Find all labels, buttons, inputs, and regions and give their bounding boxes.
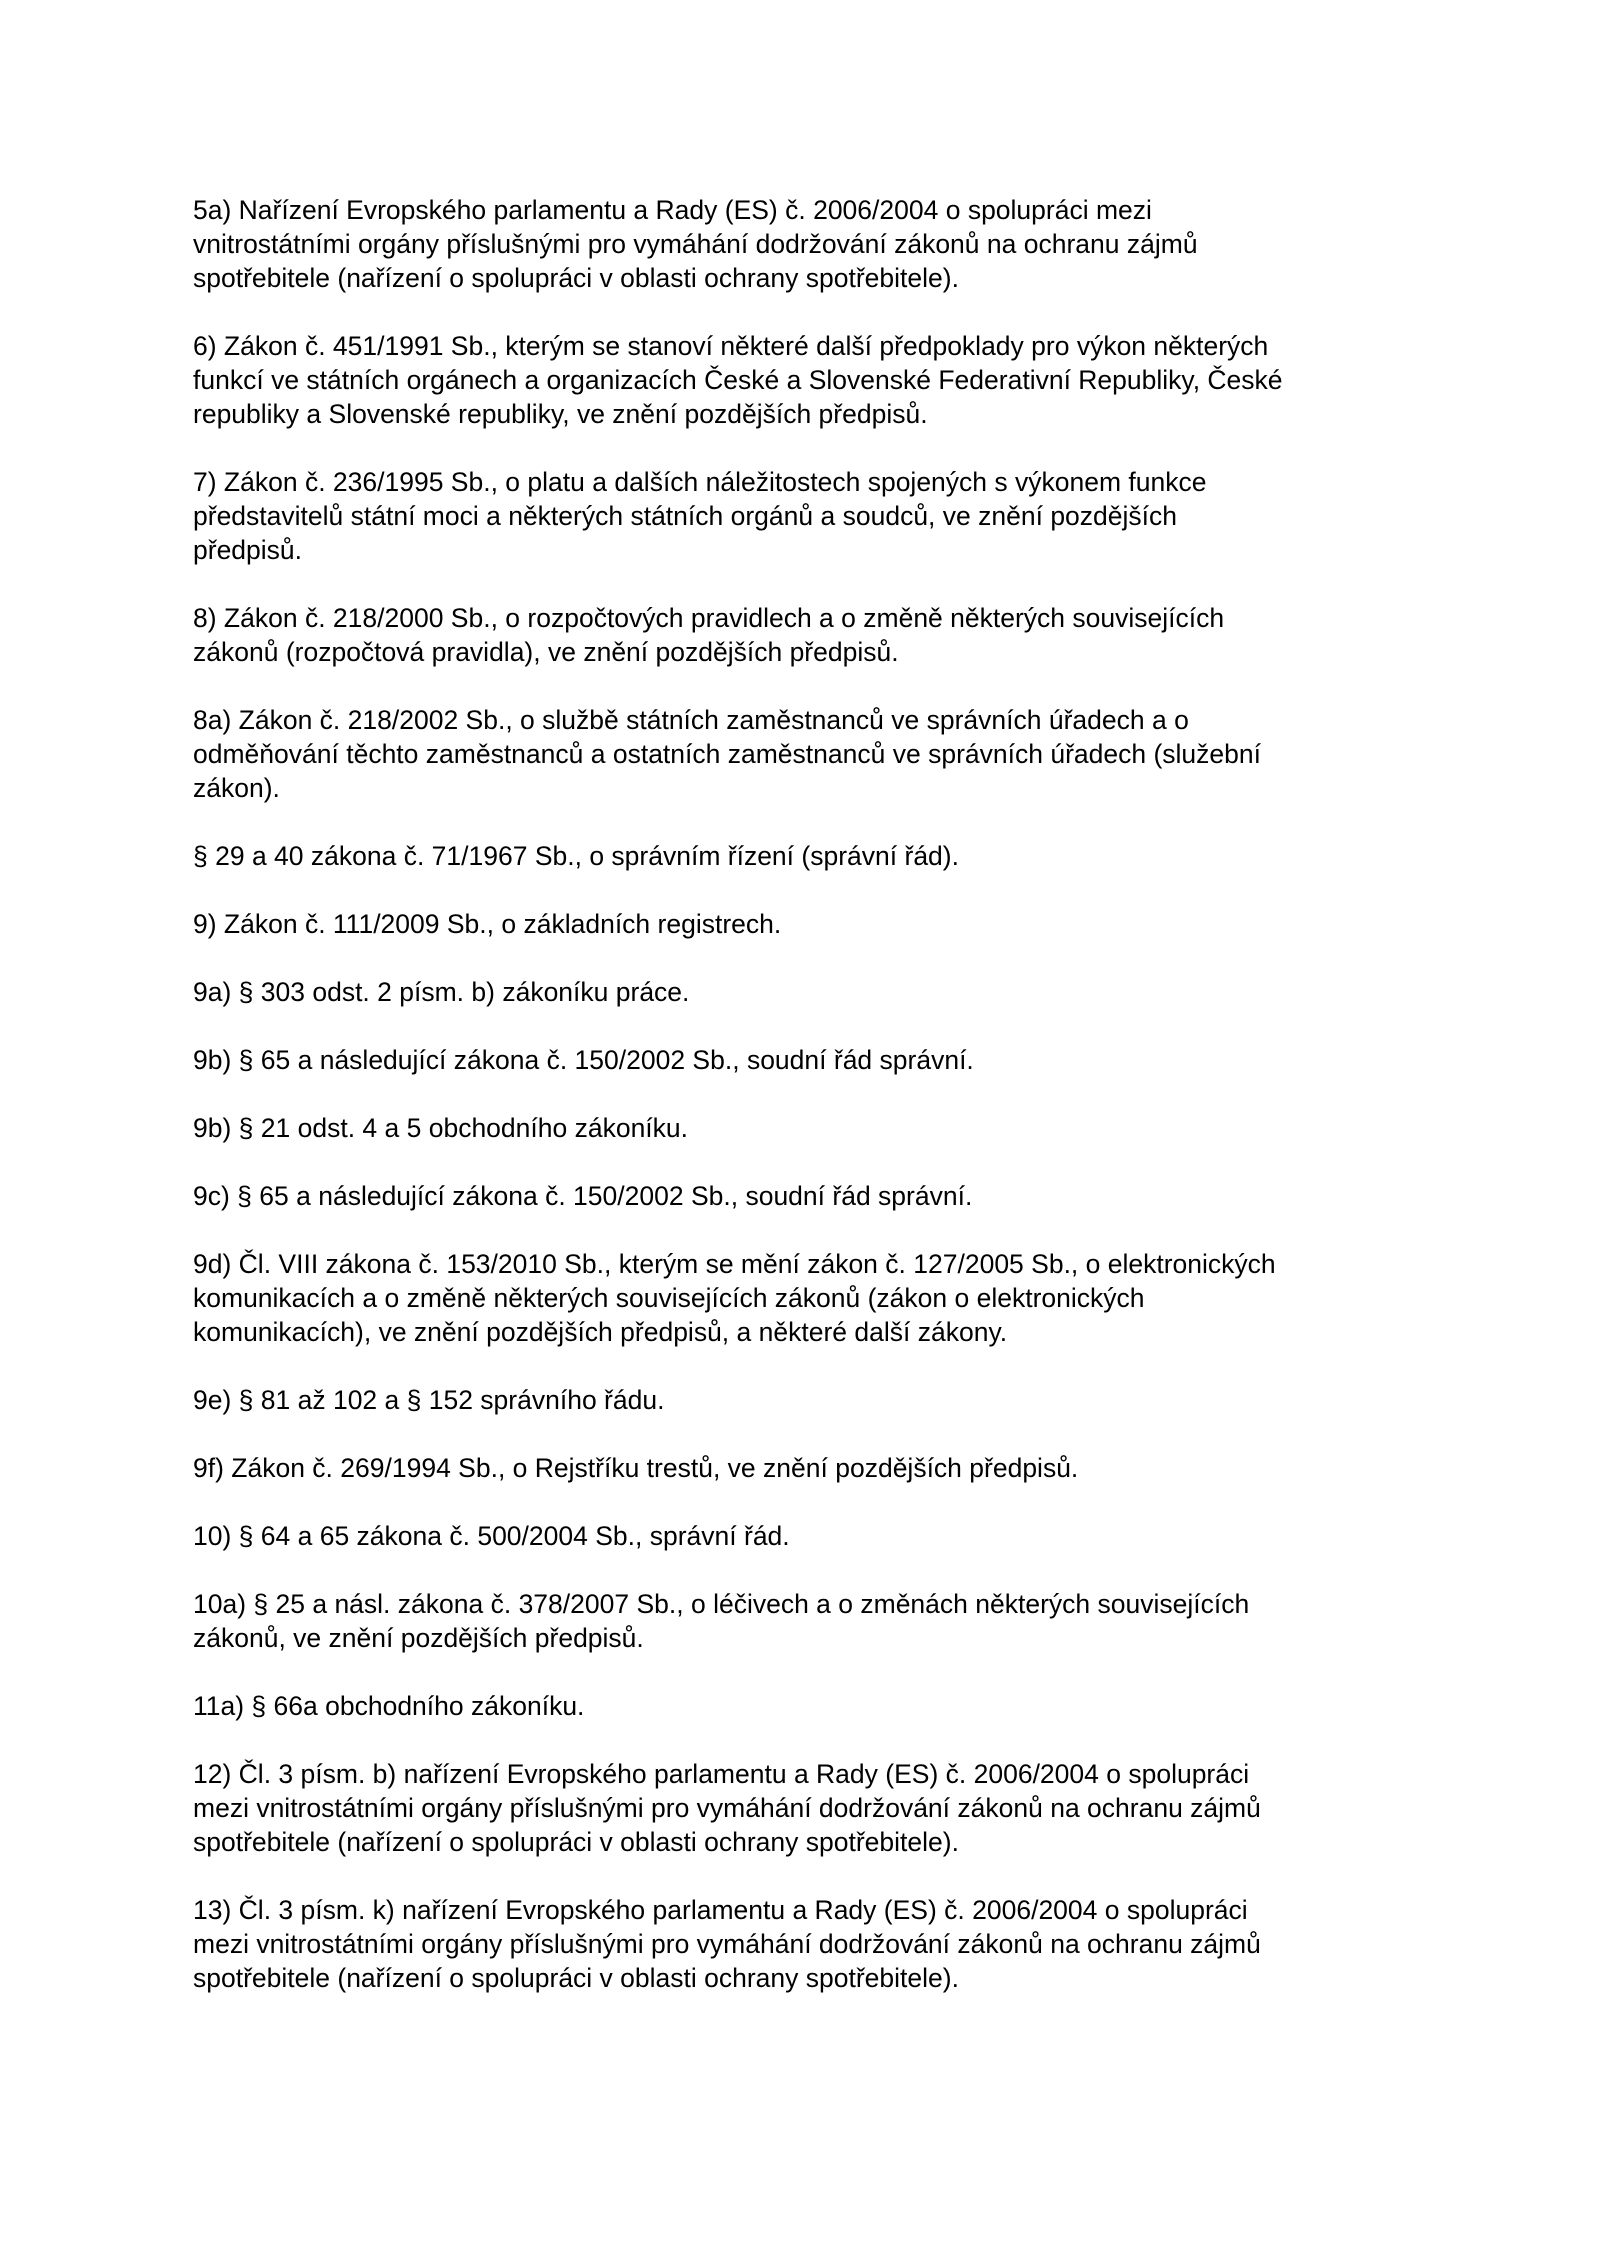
- footnote-line: zákonů, ve znění pozdějších předpisů.: [193, 1623, 644, 1653]
- footnote-line: 6) Zákon č. 451/1991 Sb., kterým se stanoví některé další předpoklady pro výkon některých: [193, 331, 1269, 361]
- footnote-8: [193, 601, 1453, 669]
- footnote-9: [193, 907, 1453, 941]
- footnote-line: 9a) § 303 odst. 2 písm. b) zákoníku práce.: [193, 977, 690, 1007]
- footnote-9e: [193, 1383, 1453, 1417]
- footnote-line: spotřebitele (nařízení o spolupráci v oblasti ochrany spotřebitele).: [193, 1963, 959, 1993]
- footnote-line: komunikacích a o změně některých souvisejících zákonů (zákon o elektronických: [193, 1283, 1145, 1313]
- footnote-line: spotřebitele (nařízení o spolupráci v oblasti ochrany spotřebitele).: [193, 263, 959, 293]
- footnote-line: 13) Čl. 3 písm. k) nařízení Evropského parlamentu a Rady (ES) č. 2006/2004 o spolupráci: [193, 1895, 1248, 1925]
- footnote-13: [193, 1893, 1453, 1995]
- footnote-8a: [193, 703, 1453, 805]
- footnote-line: spotřebitele (nařízení o spolupráci v oblasti ochrany spotřebitele).: [193, 1827, 959, 1857]
- footnote-line: 12) Čl. 3 písm. b) nařízení Evropského parlamentu a Rady (ES) č. 2006/2004 o spolupráci: [193, 1759, 1250, 1789]
- footnote-9f: [193, 1451, 1453, 1485]
- footnote-line: 8) Zákon č. 218/2000 Sb., o rozpočtových pravidlech a o změně některých souvisejících: [193, 603, 1225, 633]
- footnote-line: 9e) § 81 až 102 a § 152 správního řádu.: [193, 1385, 665, 1415]
- footnote-9a: [193, 975, 1453, 1009]
- footnote-line: 9) Zákon č. 111/2009 Sb., o základních registrech.: [193, 909, 782, 939]
- footnote-line: mezi vnitrostátními orgány příslušnými pro vymáhání dodržování zákonů na ochranu zájmů: [193, 1929, 1261, 1959]
- footnote-line: 9d) Čl. VIII zákona č. 153/2010 Sb., kterým se mění zákon č. 127/2005 Sb., o elektronických: [193, 1249, 1276, 1279]
- document-page: [193, 193, 1453, 2029]
- footnote-line: odměňování těchto zaměstnanců a ostatních zaměstnanců ve správních úřadech (služební: [193, 739, 1261, 769]
- footnote-line: 10a) § 25 a násl. zákona č. 378/2007 Sb., o léčivech a o změnách některých souvisejících: [193, 1589, 1250, 1619]
- footnote-line: 8a) Zákon č. 218/2002 Sb., o službě státních zaměstnanců ve správních úřadech a o: [193, 705, 1189, 735]
- footnote-line: 9f) Zákon č. 269/1994 Sb., o Rejstříku trestů, ve znění pozdějších předpisů.: [193, 1453, 1079, 1483]
- footnote-line: 10) § 64 a 65 zákona č. 500/2004 Sb., správní řád.: [193, 1521, 790, 1551]
- footnote-line: 7) Zákon č. 236/1995 Sb., o platu a dalších náležitostech spojených s výkonem funkce: [193, 467, 1207, 497]
- footnote-line: zákon).: [193, 773, 280, 803]
- footnote-line: 11a) § 66a obchodního zákoníku.: [193, 1691, 585, 1721]
- footnote-line: předpisů.: [193, 535, 303, 565]
- footnote-9b-2: [193, 1111, 1453, 1145]
- footnote-line: funkcí ve státních orgánech a organizacích České a Slovenské Federativní Republiky, České: [193, 365, 1283, 395]
- footnote-10: [193, 1519, 1453, 1553]
- footnote-7: [193, 465, 1453, 567]
- footnote-line: republiky a Slovenské republiky, ve znění pozdějších předpisů.: [193, 399, 928, 429]
- footnote-line: zákonů (rozpočtová pravidla), ve znění pozdějších předpisů.: [193, 637, 899, 667]
- footnote-line: 9c) § 65 a následující zákona č. 150/2002 Sb., soudní řád správní.: [193, 1181, 973, 1211]
- footnote-5a: [193, 193, 1453, 295]
- footnote-line: představitelů státní moci a některých státních orgánů a soudců, ve znění pozdějších: [193, 501, 1178, 531]
- footnote-9c: [193, 1179, 1453, 1213]
- footnote-line: mezi vnitrostátními orgány příslušnými pro vymáhání dodržování zákonů na ochranu zájmů: [193, 1793, 1261, 1823]
- footnote-par29: [193, 839, 1453, 873]
- footnote-line: 9b) § 65 a následující zákona č. 150/2002 Sb., soudní řád správní.: [193, 1045, 974, 1075]
- footnote-line: komunikacích), ve znění pozdějších předpisů, a některé další zákony.: [193, 1317, 1008, 1347]
- footnote-line: § 29 a 40 zákona č. 71/1967 Sb., o správním řízení (správní řád).: [193, 841, 959, 871]
- footnote-line: 5a) Nařízení Evropského parlamentu a Rady (ES) č. 2006/2004 o spolupráci mezi: [193, 195, 1152, 225]
- footnote-6: [193, 329, 1453, 431]
- footnote-9d: [193, 1247, 1453, 1349]
- footnote-9b-1: [193, 1043, 1453, 1077]
- footnote-11a: [193, 1689, 1453, 1723]
- footnote-line: vnitrostátními orgány příslušnými pro vymáhání dodržování zákonů na ochranu zájmů: [193, 229, 1198, 259]
- footnote-12: [193, 1757, 1453, 1859]
- footnote-line: 9b) § 21 odst. 4 a 5 obchodního zákoníku.: [193, 1113, 689, 1143]
- footnote-10a: [193, 1587, 1453, 1655]
